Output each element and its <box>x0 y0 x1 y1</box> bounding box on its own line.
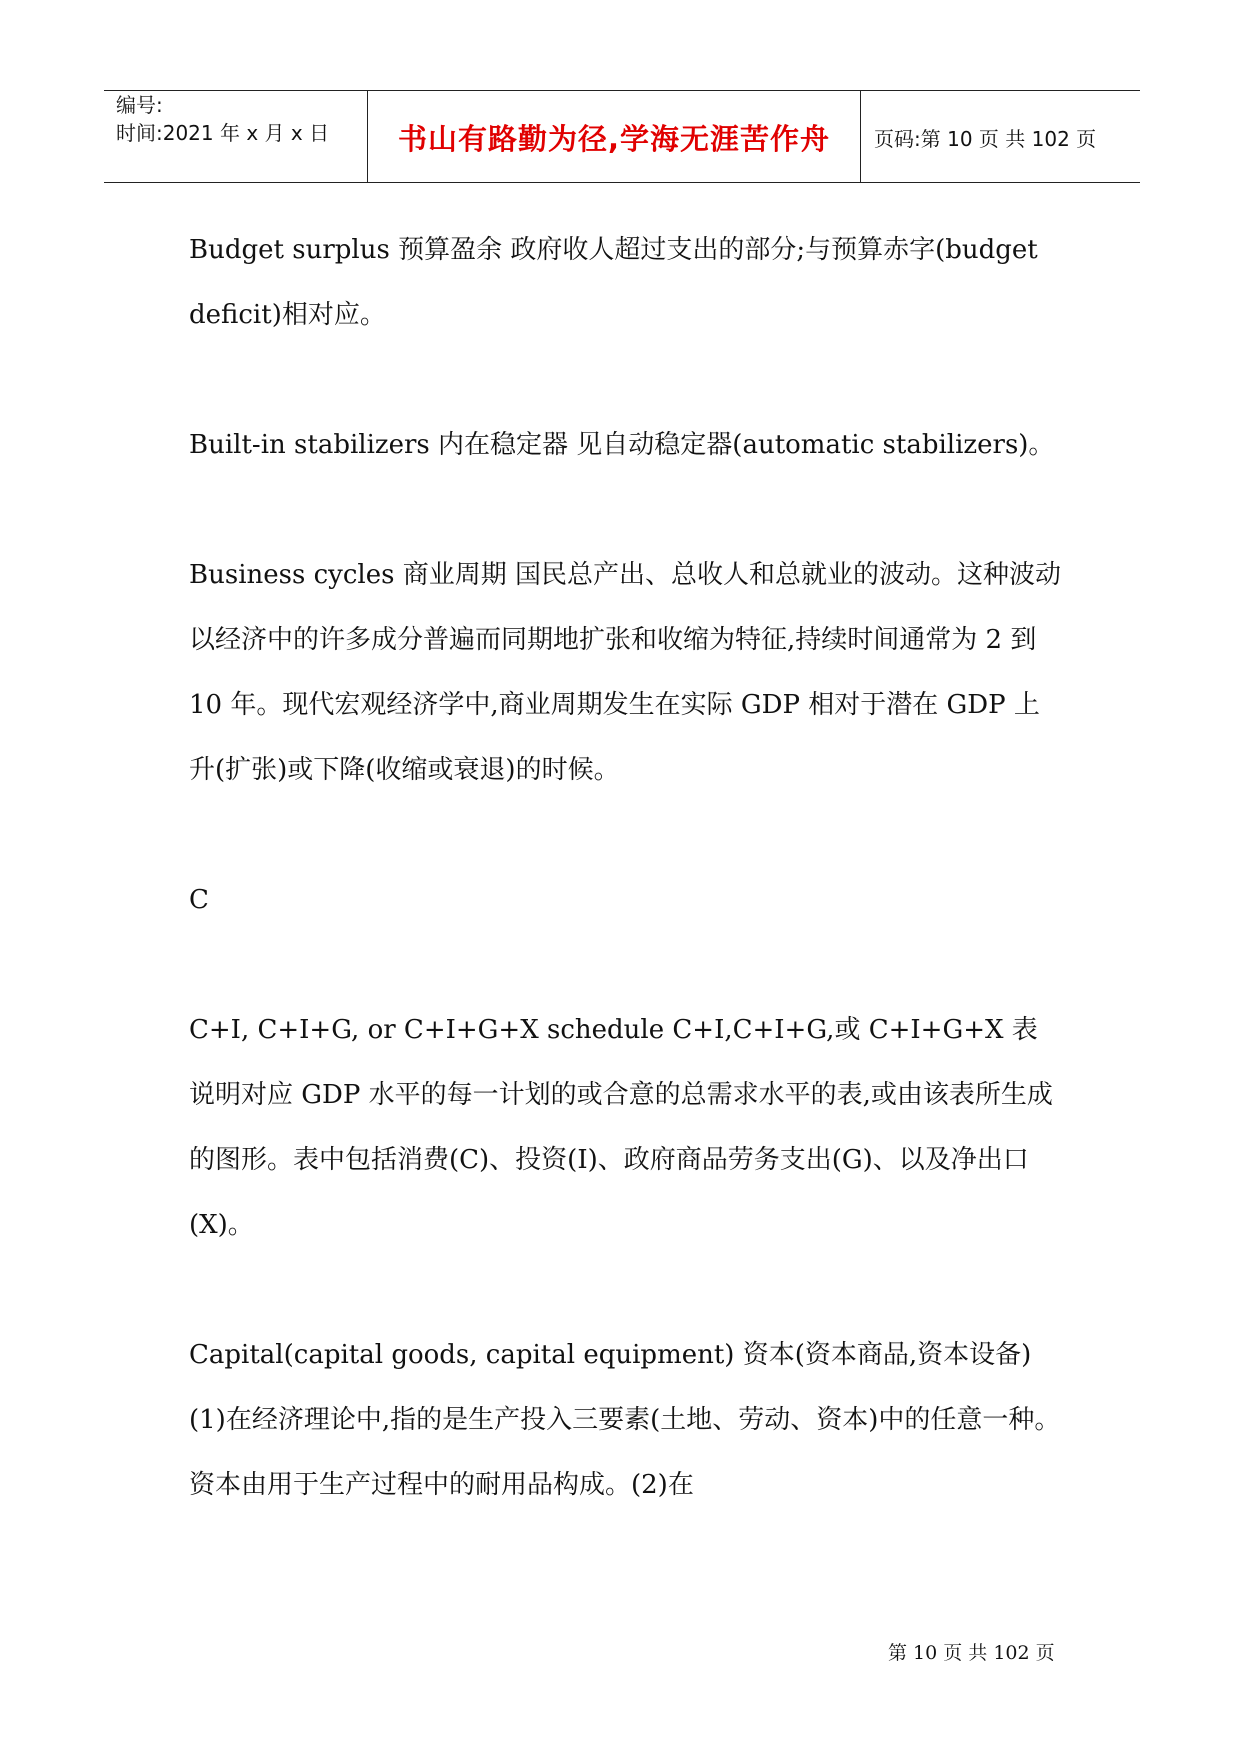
footer-page-number: 第 10 页 共 102 页 <box>888 1642 1055 1664</box>
header-divider-left <box>367 90 368 183</box>
entry-budget-surplus: Budget surplus 预算盈余 政府收人超过支出的部分;与预算赤字(budget deficit)相对应。 <box>189 235 1038 330</box>
section-letter-c: C <box>189 885 210 915</box>
header-motto: 书山有路勤为径,学海无涯苦作舟 <box>397 122 831 156</box>
entry-built-in-stabilizers: Built-in stabilizers 内在稳定器 见自动稳定器(automatic stabilizers)。 <box>189 430 1055 460</box>
entry-c-i-g-x-schedule: C+I, C+I+G, or C+I+G+X schedule C+I,C+I+G,或 C+I+G+X 表说明对应 GDP 水平的每一计划的或合意的总需求水平的表,或由该表所生成的图形。表中包括消费(C)、投资(I)、政府商品劳务支出(G)、以及净出口(X)。 <box>189 1015 1053 1240</box>
document-body <box>189 218 1063 1518</box>
header-bottom-rule <box>104 182 1140 183</box>
header-serial-label: 编号: <box>116 93 163 117</box>
header-divider-right <box>860 90 861 183</box>
header-page-info: 页码:第 10 页 共 102 页 <box>874 127 1097 151</box>
entry-capital: Capital(capital goods, capital equipment) 资本(资本商品,资本设备) (1)在经济理论中,指的是生产投入三要素(土地、劳动、资本)中的任意一种。资本由用于生产过程中的耐用品构成。(2)在 <box>189 1340 1061 1500</box>
entry-business-cycles: Business cycles 商业周期 国民总产出、总收人和总就业的波动。这种波动以经济中的许多成分普遍而同期地扩张和收缩为特征,持续时间通常为 2 到 10 年。现代宏观经济学中,商业周期发生在实际 GDP 相对于潜在 GDP 上升(扩张)或下降(收缩或衰退)的时候。 <box>189 560 1061 785</box>
header-time-label: 时间:2021 年 x 月 x 日 <box>116 121 330 145</box>
header-top-rule <box>104 90 1140 91</box>
